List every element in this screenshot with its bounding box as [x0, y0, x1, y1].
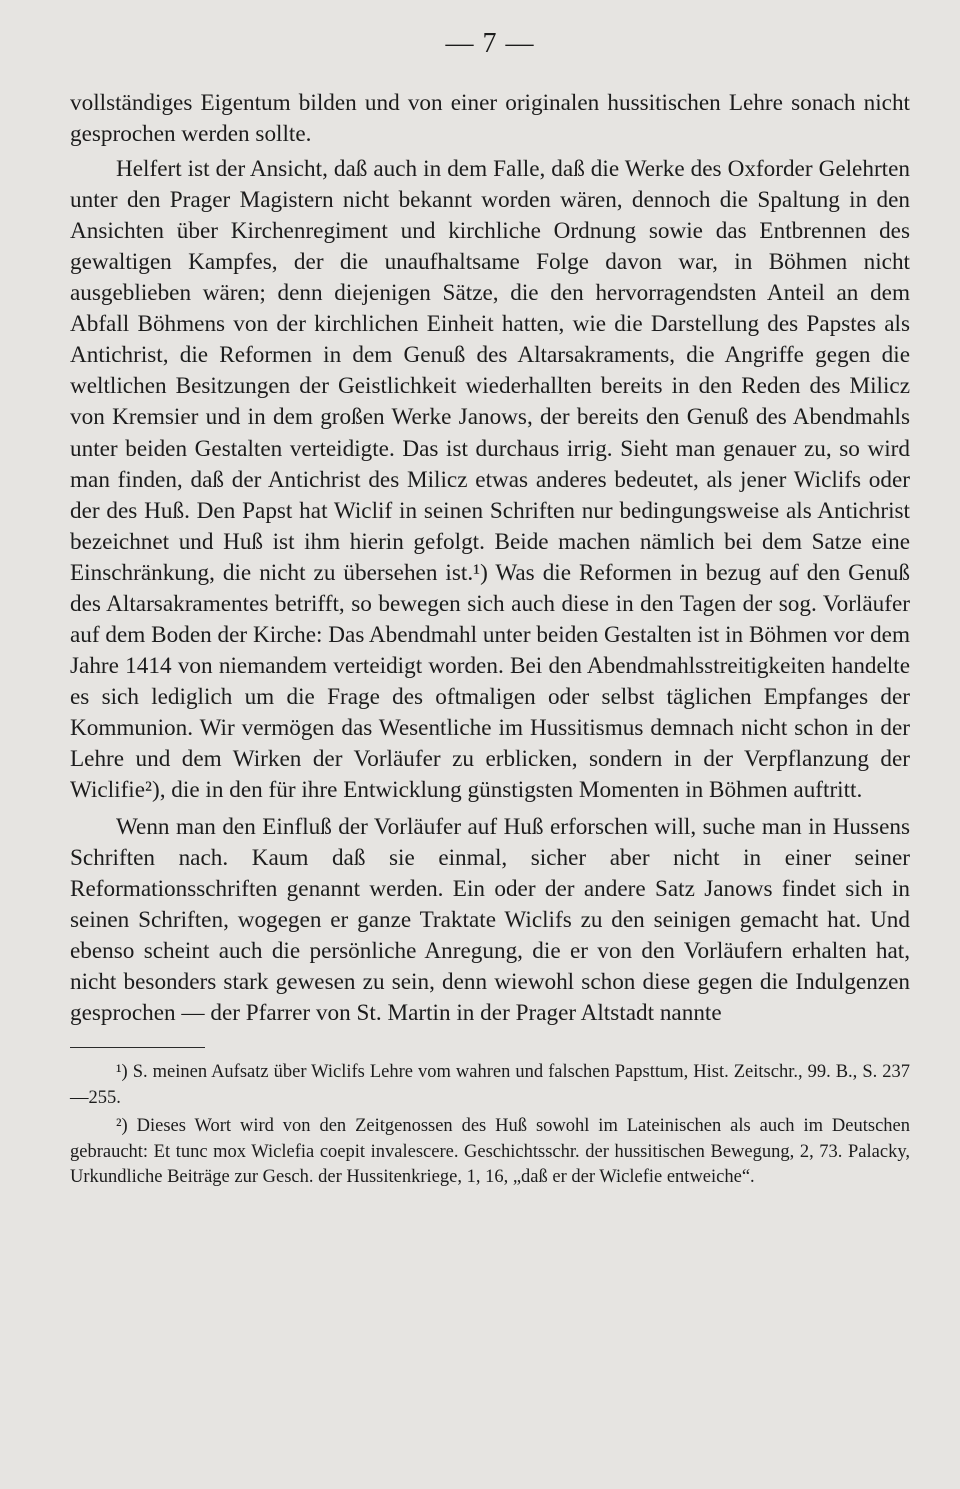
paragraph-helfert: Helfert ist der Ansicht, daß auch in dem Falle, daß die Werke des Oxforder Gelehrten unter den Prager Magistern nicht bekannt worden wären, dennoch die Spaltung in den Ansichten über Kirchenregiment und kirchliche Ordnung sowie das Entbrennen des gewaltigen Kampfes, der die unaufhaltsame Folge davon war, in Böhmen nicht ausgeblieben wären; denn diejenigen Sätze, die den hervorragendsten Anteil an dem Abfall Böhmens von der kirchlichen Einheit hatten, wie die Darstellung des Papstes als Antichrist, die Reformen in dem Genuß des Altarsakraments, die Angriffe gegen die weltlichen Besitzungen der Geistlichkeit wiederhallten bereits in den Reden des Milicz von Kremsier und in dem großen Werke Janows, der bereits den Genuß des Abendmahls unter beiden Gestalten verteidigte. Das ist durchaus irrig. Sieht man genauer zu, so wird man finden, daß der Antichrist des Milicz etwas anderes bedeutet, als jener Wiclifs oder der des Huß. Den Papst hat Wiclif in seinen Schriften nur bedingungsweise als Antichrist bezeichnet und Huß ist ihm hierin gefolgt. Beide machen nämlich bei dem Satze eine Einschränkung, die nicht zu übersehen ist.¹) Was die Reformen in bezug auf den Genuß des Altarsakramentes betrifft, so bewegen sich auch diese in den Tagen der sog. Vorläufer auf dem Boden der Kirche: Das Abendmahl unter beiden Gestalten ist in Böhmen vor dem Jahre 1414 von niemandem verteidigt worden. Bei den Abendmahlsstreitigkeiten handelte es sich lediglich um die Frage des oftmaligen oder selbst täglichen Empfanges der Kommunion. Wir vermögen das Wesentliche im Hussitismus demnach nicht schon in der Lehre und dem Wirken der Vorläufer zu erblicken, sondern in der Verpflanzung der Wiclifie²), die in den für ihre Entwicklung günstigsten Momenten in Böhmen auftritt. — [70, 156, 910, 804]
footnote-2: ²) Dieses Wort wird von den Zeitgenossen des Huß sowohl im Lateinischen als auch im Deutschen gebraucht: Et tunc mox Wiclefia coepit invalescere. Geschichtsschr. der hussitischen Bewegung, 2, 73. Palacky, Urkundliche Beiträge zur Gesch. der Hussitenkriege, 1, 16, „daß er der Wiclefie entweiche“. — [70, 1116, 910, 1188]
page-number: — 7 — — [445, 28, 535, 59]
footnotes — [70, 1060, 910, 1191]
paragraph-continuation: vollständiges Eigentum bilden und von einer originalen hussitischen Lehre sonach nicht gesprochen werden sollte. — [70, 90, 910, 148]
footnote-divider — [70, 1047, 205, 1048]
main-text — [70, 88, 910, 1029]
paragraph-einfluss: Wenn man den Einfluß der Vorläufer auf Huß erforschen will, suche man in Hussens Schriften nach. Kaum daß sie einmal, sicher aber nicht in einer seiner Reformationsschriften genannt werden. Ein oder der andere Satz Janows findet sich in seinen Schriften, wogegen er ganze Traktate Wiclifs zu den seinigen gemacht hat. Und ebenso scheint auch die persönliche Anregung, die er von den Vorläufern erhalten hat, nicht besonders stark gewesen zu sein, denn wiewohl schon diese gegen die Indulgenzen gesprochen — der Pfarrer von St. Martin in der Prager Altstadt nannte — [70, 814, 910, 1027]
footnote-1: ¹) S. meinen Aufsatz über Wiclifs Lehre vom wahren und falschen Papsttum, Hist. Zeitschr., 99. B., S. 237—255. — [70, 1062, 910, 1108]
